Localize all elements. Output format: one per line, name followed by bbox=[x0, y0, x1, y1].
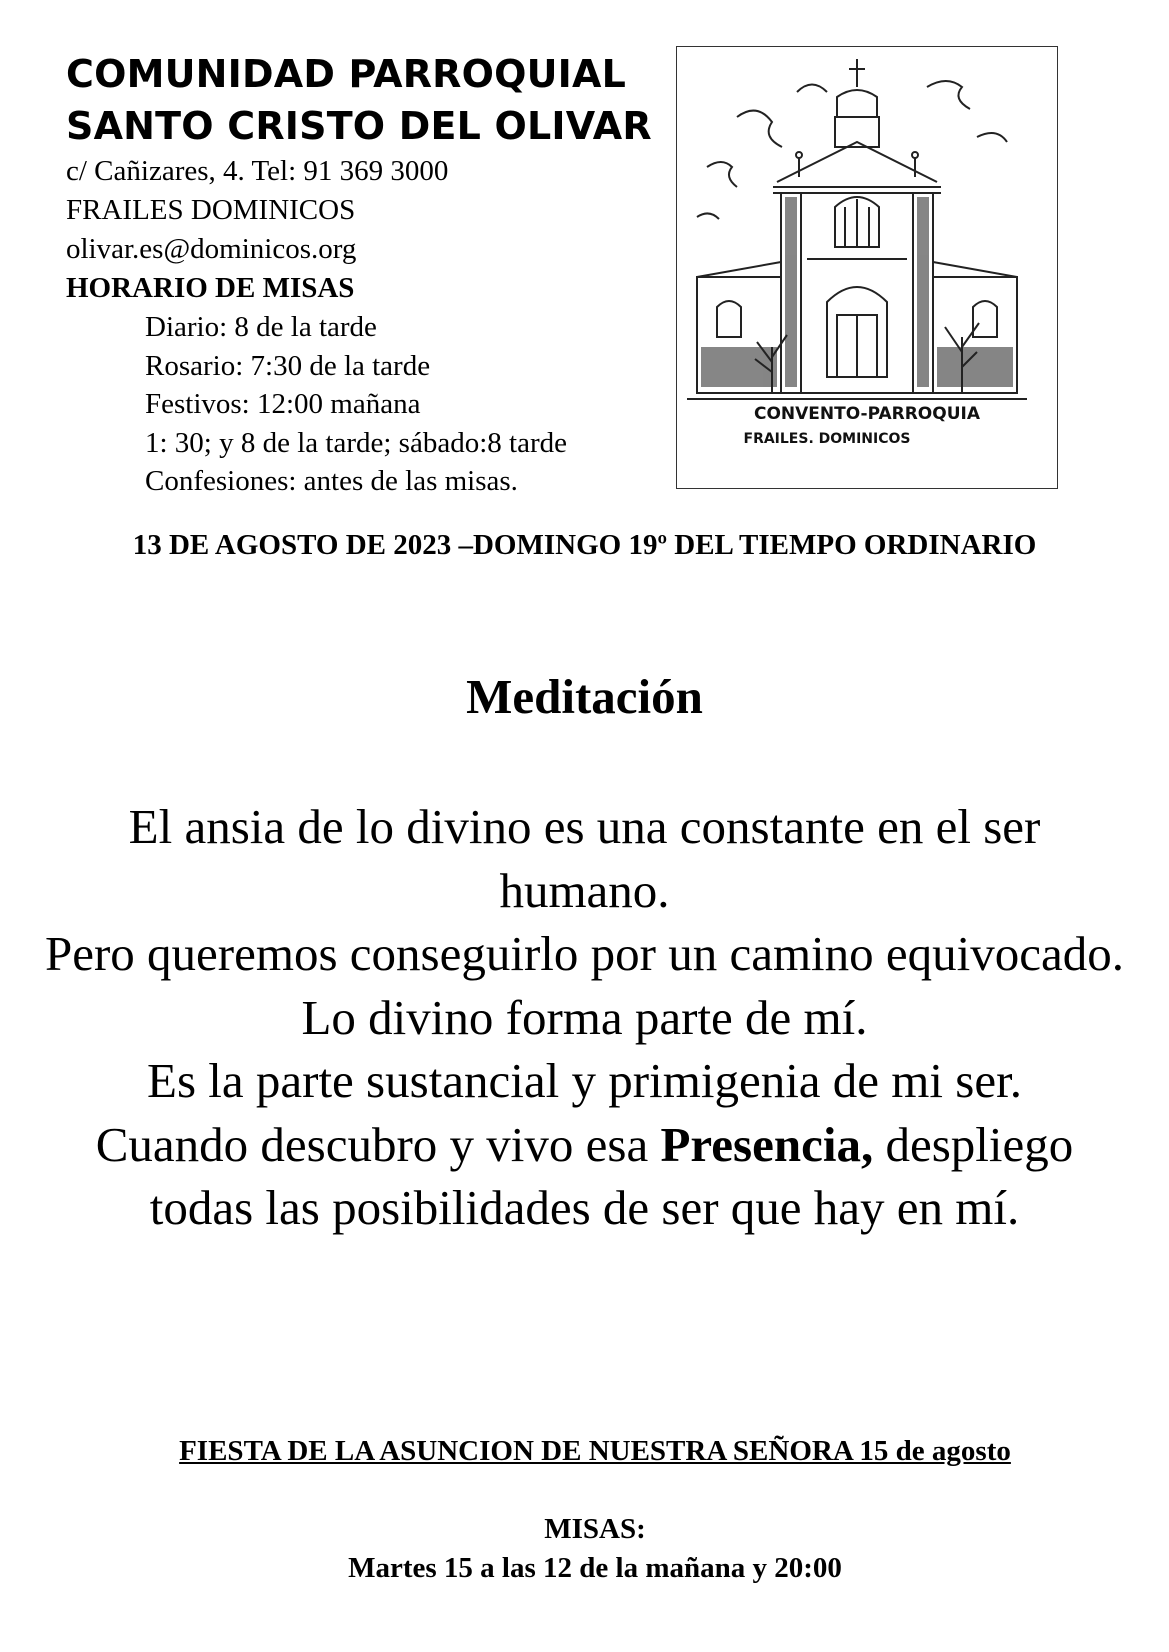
meditation-last-before: Cuando descubro y vivo esa bbox=[95, 1116, 661, 1172]
meditation-title: Meditación bbox=[466, 669, 703, 724]
meditation-text bbox=[40, 795, 1129, 1240]
drawing-caption-line1: CONVENTO-PARROQUIA bbox=[754, 404, 980, 424]
parish-email: olivar.es@dominicos.org bbox=[66, 233, 357, 265]
feast-masses bbox=[0, 1510, 1169, 1588]
church-sketch-icon bbox=[677, 47, 1057, 488]
meditation-last-after: despliego todas las posibilidades de ser que hay en mí. bbox=[149, 1116, 1074, 1235]
masses-label: MISAS: bbox=[544, 1513, 646, 1545]
mass-schedule bbox=[145, 308, 567, 501]
meditation-line-last bbox=[40, 1113, 1129, 1240]
meditation-line: El ansia de lo divino es una constante en el ser humano. bbox=[128, 799, 1041, 918]
parish-title-line1: COMUNIDAD PARROQUIAL bbox=[66, 52, 627, 96]
meditation-presence: Presencia, bbox=[660, 1116, 874, 1172]
schedule-line: Rosario: 7:30 de la tarde bbox=[145, 349, 431, 382]
drawing-caption-line2: FRAILES. DOMINICOS bbox=[743, 431, 911, 447]
feast-heading: FIESTA DE LA ASUNCION DE NUESTRA SEÑORA 15 de agosto bbox=[179, 1435, 1011, 1467]
schedule-heading: HORARIO DE MISAS bbox=[66, 272, 355, 304]
meditation-line: Es la parte sustancial y primigenia de mi ser. bbox=[147, 1053, 1022, 1108]
parish-info bbox=[66, 152, 448, 308]
parish-address: c/ Cañizares, 4. Tel: 91 369 3000 bbox=[66, 155, 449, 187]
schedule-line: Diario: 8 de la tarde bbox=[145, 311, 377, 343]
masses-time: Martes 15 a las 12 de la mañana y 20:00 bbox=[348, 1552, 842, 1584]
date-line: 13 DE AGOSTO DE 2023 –DOMINGO 19º DEL TIEMPO ORDINARIO bbox=[132, 529, 1037, 561]
schedule-line: 1: 30; y 8 de la tarde; sábado:8 tarde bbox=[145, 426, 567, 459]
schedule-line: Confesiones: antes de las misas. bbox=[145, 465, 518, 497]
schedule-line: Festivos: 12:00 mañana bbox=[145, 388, 421, 420]
meditation-line: Pero queremos conseguirlo por un camino equivocado. bbox=[44, 926, 1125, 981]
church-drawing bbox=[676, 46, 1058, 489]
parish-order: FRAILES DOMINICOS bbox=[66, 194, 356, 226]
meditation-line: Lo divino forma parte de mí. bbox=[301, 989, 868, 1045]
parish-title-line2: SANTO CRISTO DEL OLIVAR bbox=[66, 104, 652, 148]
